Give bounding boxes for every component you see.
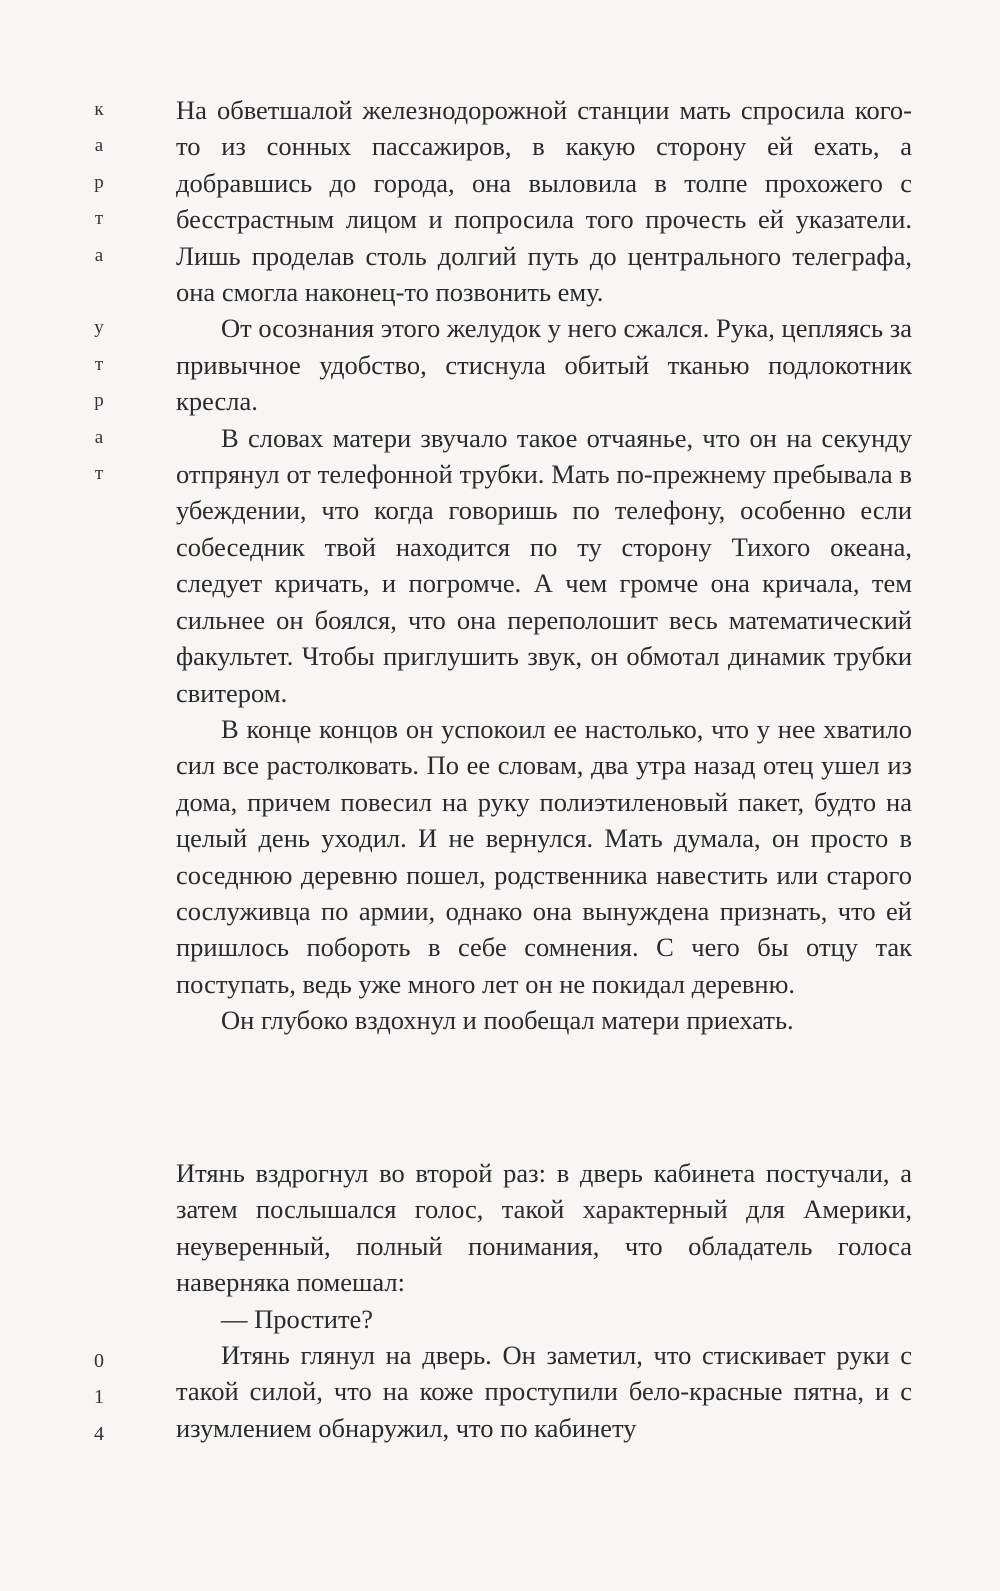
section-1-text	[176, 92, 912, 1039]
running-head-letter: а	[94, 135, 104, 157]
running-head-letter: т	[94, 462, 104, 484]
paragraph: В словах матери звучало такое отчаянье, что он на секунду отпрянул от телефонной трубки. Мать по-прежнему пребывала в убеждении, что когда говоришь по телефону, особенно если собеседник твой находится по ту сторону Тихого океана, следует кричать, и погромче. А чем громче она кричала, тем сильнее он боялся, что она переполошит весь математический факультет. Чтобы приглушить звук, он обмотал динамик трубки свитером.	[176, 422, 912, 708]
page-number	[86, 1343, 112, 1452]
page-number-digit: 0	[94, 1350, 104, 1372]
running-head-letter: у	[94, 317, 104, 339]
running-head-letter: р	[94, 171, 104, 193]
running-head-letter: р	[94, 390, 104, 412]
paragraph: Итянь вздрогнул во второй раз: в дверь кабинета постучали, а затем послышался голос, такой характерный для Америки, неуверенный, полный понимания, что обладатель голоса наверняка помешал:	[176, 1158, 912, 1298]
running-head-letter: т	[94, 208, 104, 230]
running-head-letter: т	[94, 353, 104, 375]
paragraph: От осознания этого желудок у него сжался. Рука, цепляясь за привычное удобство, стиснула обитый тканью подлокотник кресла.	[176, 313, 912, 417]
running-head-gap	[86, 274, 112, 310]
paragraph: Он глубоко вздохнул и пообещал матери приехать.	[221, 1005, 794, 1036]
paragraph: В конце концов он успокоил ее настолько, что у нее хватило сил все растолковать. По ее словам, два утра назад отец ушел из дома, причем повесил на руку полиэтиленовый пакет, будто на целый день уходил. И не вернулся. Мать думала, он просто в соседнюю деревню пошел, родственника навестить или старого сослуживца по армии, однако она вынуждена признать, что ей пришлось побороть в себе сомнения. С чего бы отцу так поступать, ведь уже много лет он не покидал деревню.	[176, 713, 912, 999]
running-head-letter: а	[94, 244, 104, 266]
running-head	[86, 92, 112, 492]
paragraph: Итянь глянул на дверь. Он заметил, что стискивает руки с такой силой, что на коже проступили бело-красные пятна, и с изумлением обнаружил, что по кабинету	[176, 1340, 912, 1443]
dialogue-line: — Простите?	[221, 1303, 374, 1334]
running-head-letter: к	[94, 99, 104, 120]
paragraph: На обветшалой железнодорожной станции мать спросила кого-то из сонных пассажиров, в какую сторону ей ехать, а добравшись до города, она выловила в толпе прохожего с бесстрастным лицом и попросила того прочесть ей указатели. Лишь проделав столь долгий путь до центрального телеграфа, она смогла наконец-то позвонить ему.	[176, 95, 912, 308]
running-head-letter: а	[94, 426, 104, 448]
page-number-digit: 1	[94, 1386, 104, 1409]
section-2-text	[176, 1155, 912, 1446]
page-number-digit: 4	[94, 1422, 104, 1445]
